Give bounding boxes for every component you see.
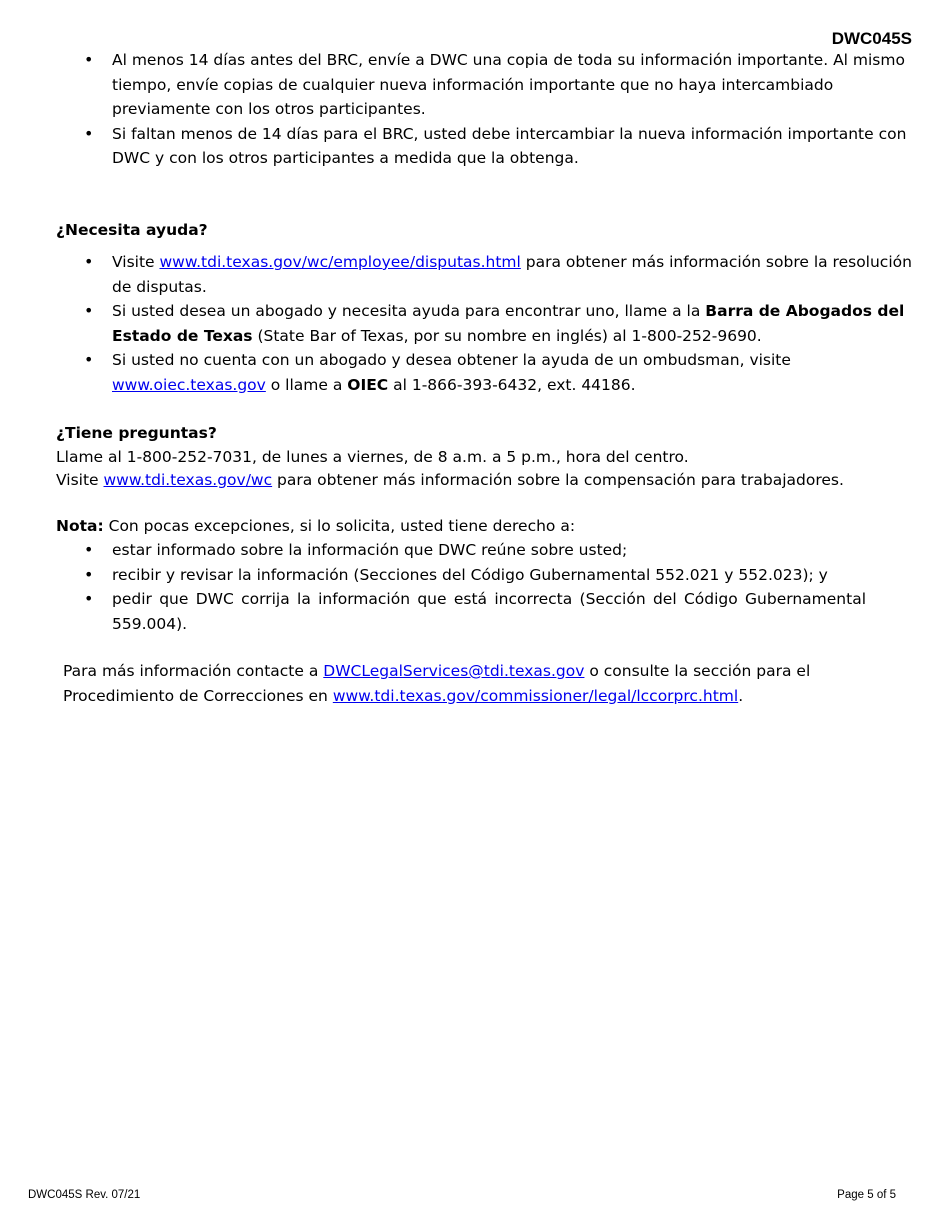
contact-paragraph: Para más información contacte a DWCLegalServices@tdi.texas.gov o consulte la sección para el Procedimiento de Correcciones en www.tdi.texas.gov/commissioner/legal/lccorprc.html. [63, 662, 811, 705]
legal-services-email-link[interactable]: DWCLegalServices@tdi.texas.gov [323, 662, 585, 680]
form-id: DWC045S [831, 29, 912, 48]
help-bullet-list [56, 250, 918, 397]
oiec-link[interactable]: www.oiec.texas.gov [112, 375, 266, 394]
list-item: • Visite www.tdi.texas.gov/wc/employee/disputas.html para obtener más información sobre la resolución de disputas. [56, 250, 918, 299]
note-intro: Nota: Con pocas excepciones, si lo solicita, usted tiene derecho a: [56, 516, 576, 535]
questions-web-line: Visite www.tdi.texas.gov/wc para obtener más información sobre la compensación para trabajadores. [56, 470, 844, 489]
help-heading: ¿Necesita ayuda? [56, 220, 208, 239]
list-item: • Al menos 14 días antes del BRC, envíe a DWC una copia de toda su información importante. Al mismo tiempo, envíe copias de cualquier nueva información importante que no haya intercambiado previamente con los otros participantes. [56, 48, 918, 122]
corrections-procedure-link[interactable]: www.tdi.texas.gov/commissioner/legal/lccorprc.html [332, 686, 739, 705]
list-item: • pedir que DWC corrija la información que está incorrecta (Sección del Código Gubernamental 559.004). [56, 587, 918, 636]
list-item: • recibir y revisar la información (Secciones del Código Gubernamental 552.021 y 552.023); y [56, 563, 918, 588]
list-item: • Si usted no cuenta con un abogado y desea obtener la ayuda de un ombudsman, visite www.oiec.texas.gov o llame a OIEC al 1-866-393-6432, ext. 44186. [56, 348, 918, 397]
footer-form-revision: DWC045S Rev. 07/21 [28, 1189, 141, 1201]
wc-link[interactable]: www.tdi.texas.gov/wc [103, 470, 273, 489]
state-bar-name: Barra de Abogados del Estado de Texas [112, 302, 905, 345]
intro-bullet-list [56, 48, 918, 171]
oiec-name: OIEC [347, 375, 389, 394]
note-bullet-list [56, 538, 918, 636]
note-label: Nota: [56, 516, 104, 535]
list-item: • Si usted desea un abogado y necesita ayuda para encontrar uno, llame a la Barra de Abogados del Estado de Texas (State Bar of Texas, por su nombre en inglés) al 1-800-252-9690. [56, 299, 918, 348]
disputas-link[interactable]: www.tdi.texas.gov/wc/employee/disputas.html [159, 253, 521, 271]
list-item: • estar informado sobre la información que DWC reúne sobre usted; [56, 538, 918, 563]
questions-phone-line: Llame al 1-800-252-7031, de lunes a viernes, de 8 a.m. a 5 p.m., hora del centro. [56, 447, 689, 466]
page-content [56, 48, 918, 708]
list-item: • Si faltan menos de 14 días para el BRC, usted debe intercambiar la nueva información importante con DWC y con los otros participantes a medida que la obtenga. [56, 122, 918, 171]
questions-heading: ¿Tiene preguntas? [56, 424, 217, 442]
footer-page-number: Page 5 of 5 [837, 1189, 896, 1201]
